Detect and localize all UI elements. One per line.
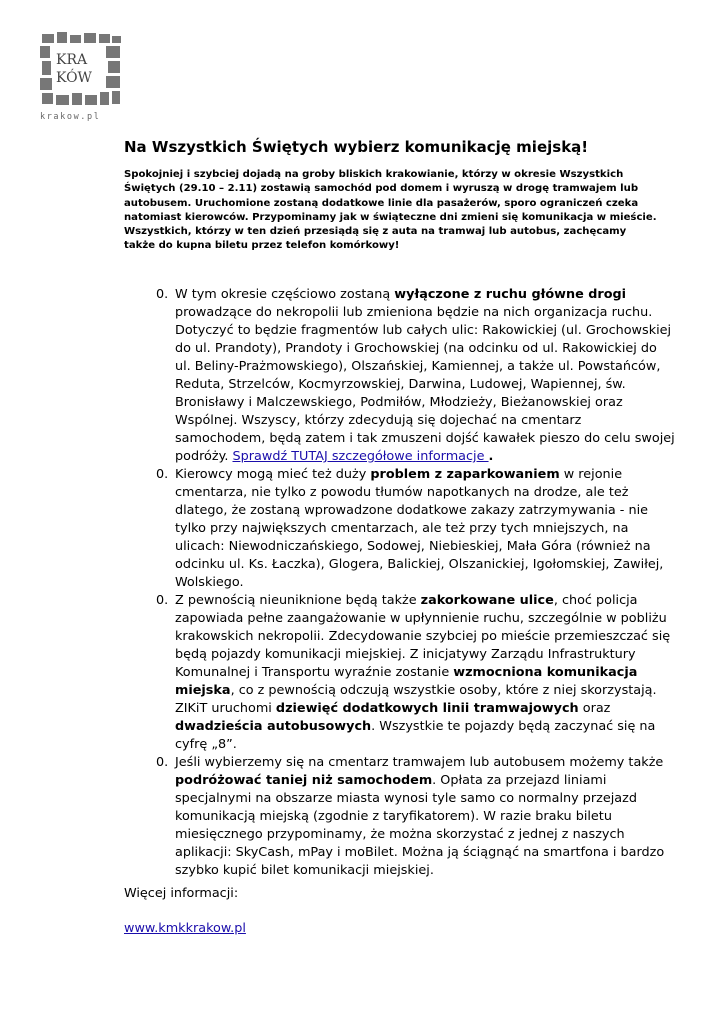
list-number: 0. [156,287,169,302]
logo-caption: krakow.pl [40,112,101,122]
emphasis: podróżować taniej niż samochodem [175,773,433,788]
emphasis: wzmocniona komunikacja [453,665,638,680]
lead-line: autobusem. Uruchomione zostaną dodatkowe linie dla pasażerów, sporo ograniczeń czeka [124,197,639,209]
lead-paragraph [124,168,709,254]
logo-text-1: KRA [56,52,88,68]
emphasis: wyłączone z ruchu główne drogi [394,287,627,302]
emphasis: dziewięć dodatkowych linii tramwajowych [275,701,579,716]
list-item: 0. Jeśli wybierzemy się na cmentarz tramwajem lub autobusem możemy także podróżować taniej niż samochodem. Opłata za przejazd liniami specjalnymi na obszarze miasta wynosi tyle samo co normalny przejazd komunikacją miejską (zgodnie z taryfikatorem). W razie braku biletu miesięcznego przypominamy, że można skorzystać z jednej z naszych aplikacji: SkyCash, mPay i moBilet. Można ją ściągnąć na smartfona i bardzo szybko kupić bilet komunikacji miejskiej. [156,755,665,878]
krakow-logo [36,30,126,120]
emphasis: zakorkowane ulice [420,593,554,608]
page-title: Na Wszystkich Świętych wybierz komunikację miejską! [124,138,589,156]
details-link[interactable]: Sprawdź TUTAJ szczegółowe informacje [232,449,489,464]
lead-line: Świętych (29.10 – 2.11) zostawią samochód pod domem i wyruszą w drogę tramwajem lub [124,183,639,195]
emphasis: miejska [175,683,231,698]
lead-line: Wszystkich, którzy w ten dzień przesiądą się z auta na tramwaj lub autobus, zachęcamy [124,226,627,238]
lead-line: natomiast kierowców. Przypominamy jak w świąteczne dni zmieni się komunikacja w mieście. [124,211,657,223]
website-link[interactable]: www.kmkkrakow.pl [124,921,246,936]
info-list [156,286,701,880]
emphasis: dwadzieścia autobusowych [175,719,372,734]
list-item: 0. W tym okresie częściowo zostaną wyłączone z ruchu główne drogi prowadzące do nekropolii lub zmieniona będzie na nich organizacja ruchu. Dotyczyć to będzie fragmentów lub całych ulic: Rakowickiej (ul. Grochowskiej do ul. Prandoty), Prandoty i Grochowskiej (na odcinku od ul. Rakowickiej do ul. Beliny-Prażmowskiego), Olszańskiej, Kamiennej, a także ul. Powstańców, Reduta, Strzelców, Kocmyrzowskiej, Darwina, Ludowej, Wapiennej, św. Bronisławy i Malczewskiego, Podmiłów, Młodzieży, Bieżanowskiej oraz Wspólnej. Wszyscy, którzy zdecydują się dojechać na cmentarz samochodem, będą zatem i tak zmuszeni dojść kawałek pieszo do celu swojej podróży. Sprawdź TUTAJ szczegółowe informacje . [156,287,675,464]
list-number: 0. [156,593,169,608]
logo-text-2: KÓW [56,70,92,86]
emphasis: problem z zaparkowaniem [370,467,560,482]
more-info-label: Więcej informacji: [124,886,239,901]
list-number: 0. [156,755,169,770]
lead-line: Spokojniej i szybciej dojadą na groby bliskich krakowianie, którzy w okresie Wszystkich [124,169,624,180]
lead-line: także do kupna biletu przez telefon komórkowy! [124,240,400,252]
list-item: 0. Kierowcy mogą mieć też duży problem z zaparkowaniem w rejonie cmentarza, nie tylko z powodu tłumów napotkanych na drodze, ale też dlatego, że zostaną wprowadzone dodatkowe zakazy zatrzymywania - nie tylko przy największych cmentarzach, ale też przy tych mniejszych, na ulicach: Niewodniczańskiego, Sodowej, Niebieskiej, Mała Góra (również na odcinku ul. Ks. Łaczka), Glogera, Balickiej, Olszanickiej, Igołomskiej, Zawiłej, Wolskiego. [156,467,664,590]
list-item: 0. Z pewnością nieuniknione będą także zakorkowane ulice, choć policja zapowiada pełne zaangażowanie w upłynnienie ruchu, szczególnie w pobliżu krakowskich nekropolii. Zdecydowanie szybciej po mieście przemieszczać się będą pojazdy komunikacji miejskiej. Z inicjatywy Zarządu Infrastruktury Komunalnej i Transportu wyraźnie zostanie wzmocniona komunikacja miejska, co z pewnością odczują wszystkie osoby, które z niej skorzystają. ZIKiT uruchomi dziewięć dodatkowych linii tramwajowych oraz dwadzieścia autobusowych. Wszystkie te pojazdy będą zaczynać się na cyfrę „8”. [156,593,671,752]
list-number: 0. [156,467,169,482]
